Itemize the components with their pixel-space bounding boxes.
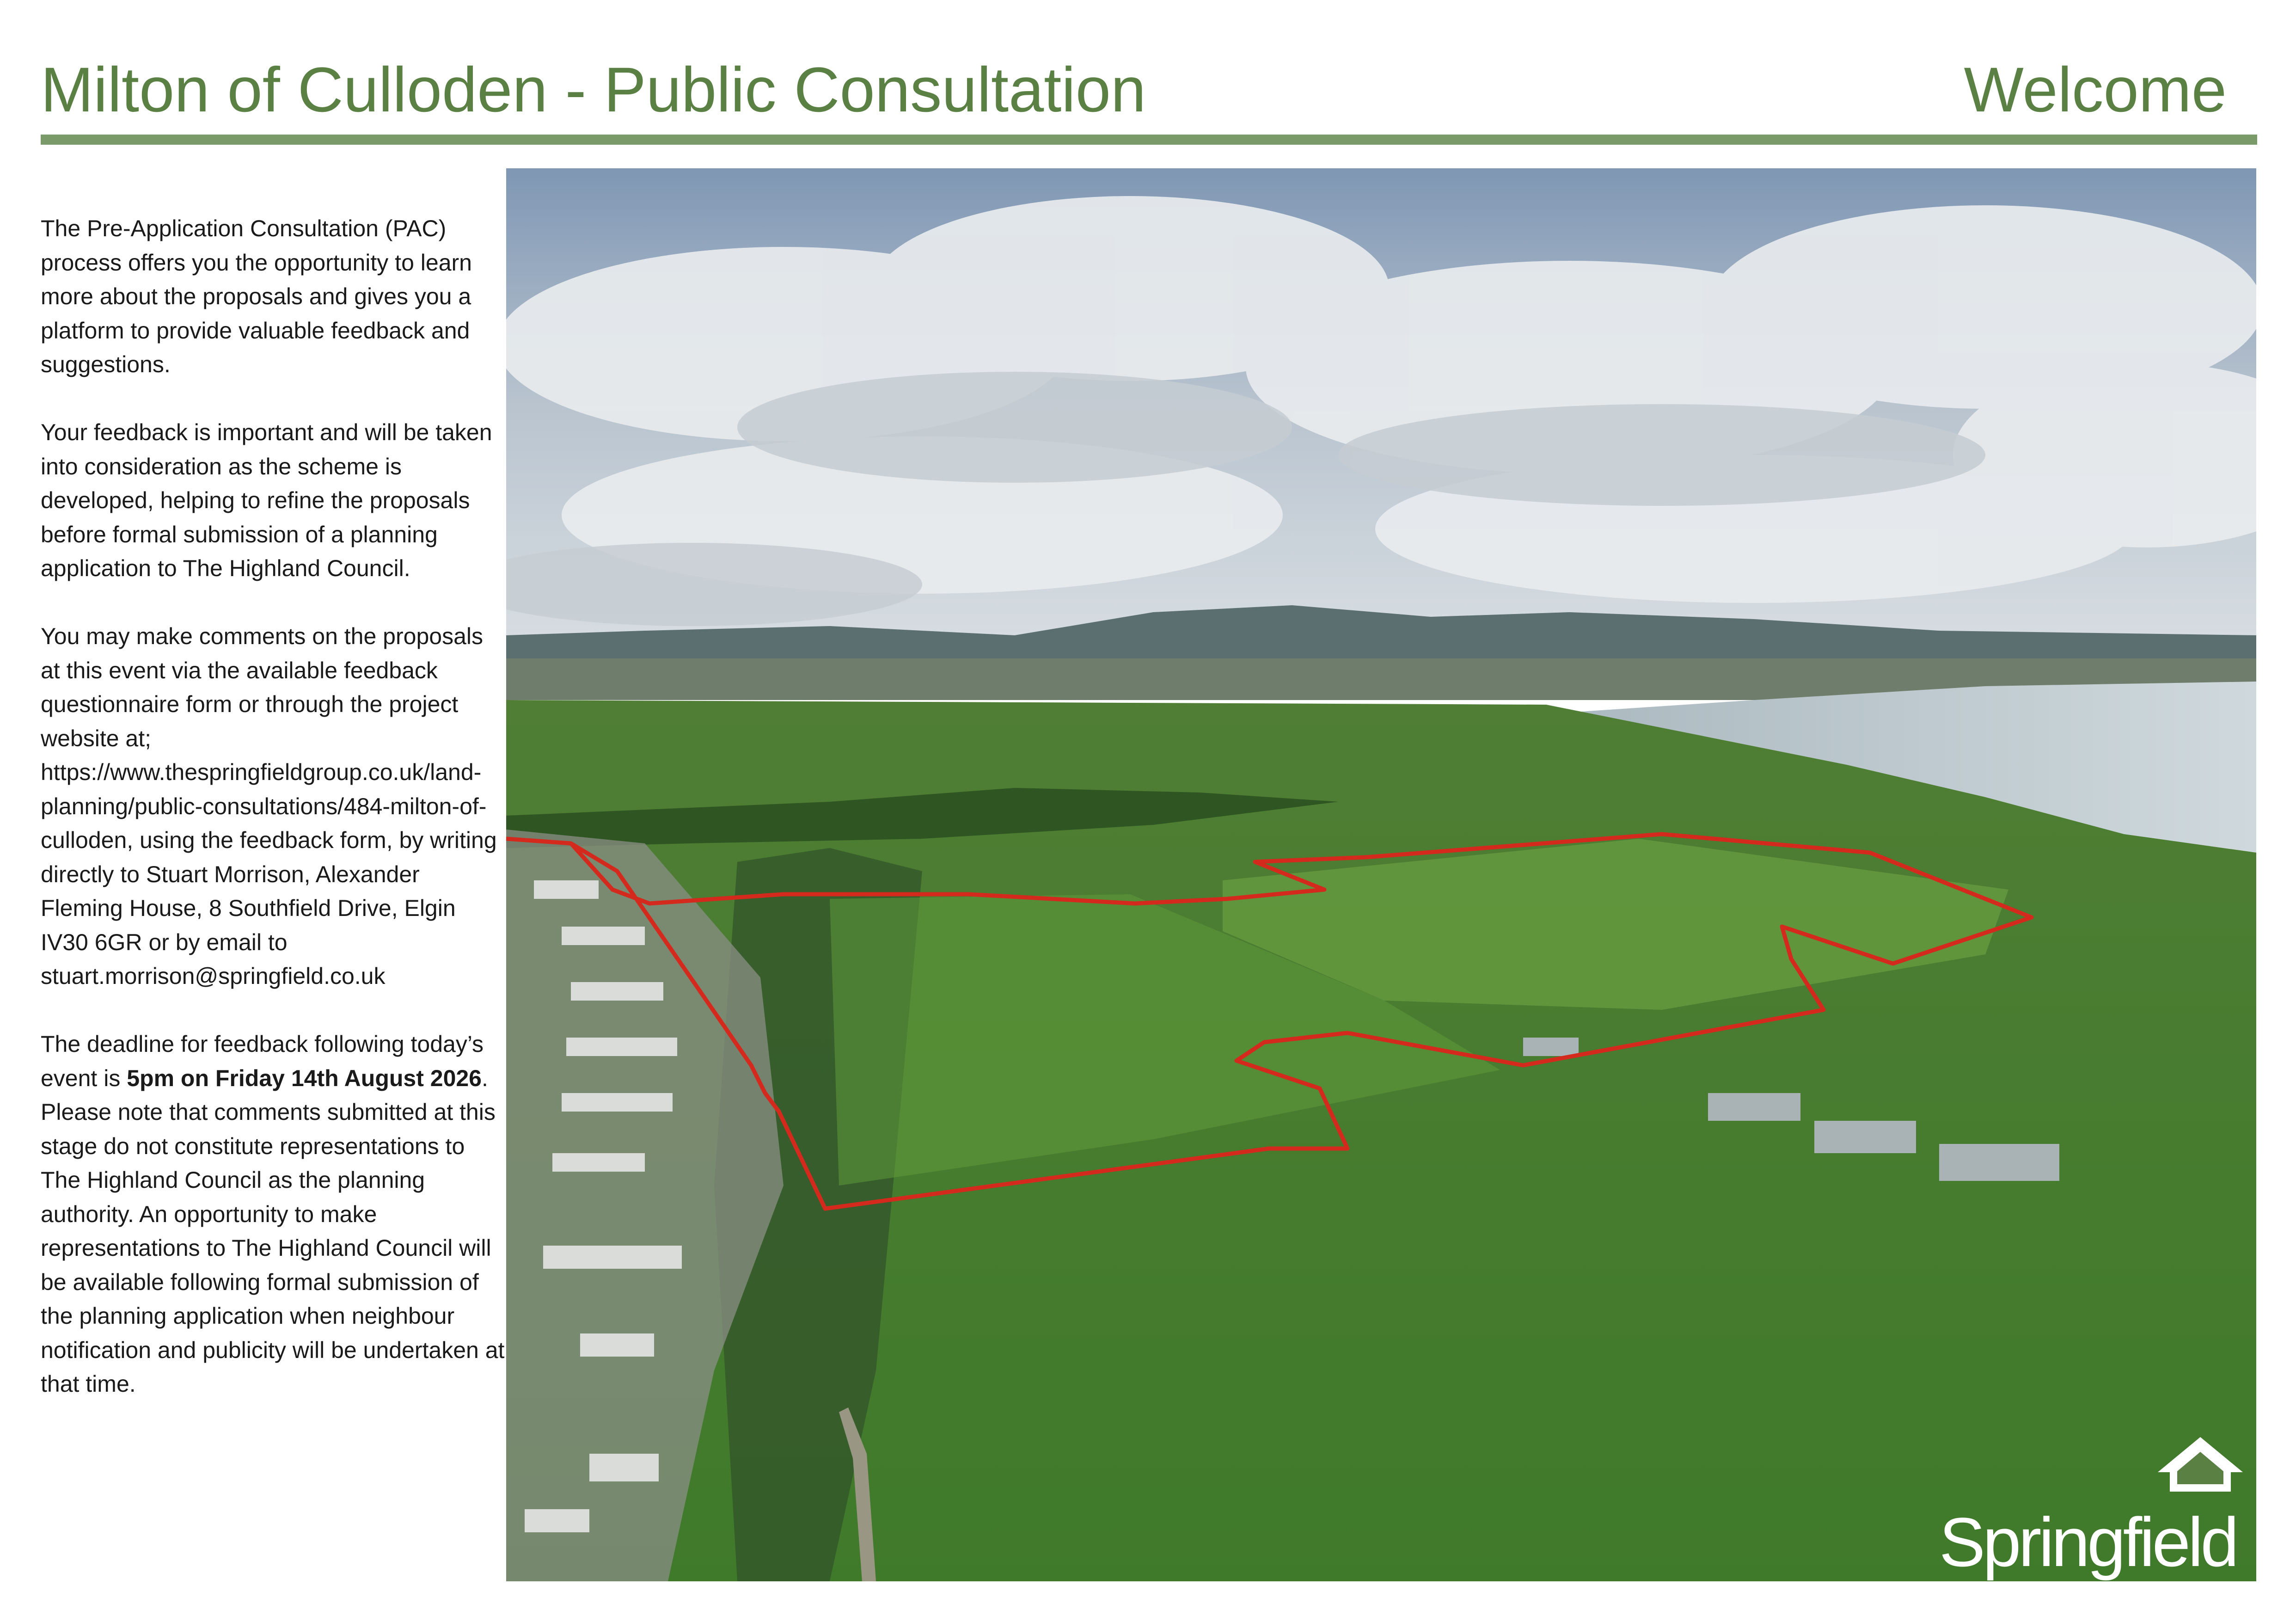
intro-text — [41, 212, 508, 1435]
intro-paragraph-3: You may make comments on the proposals at this event via the available feedback questionnaire form or through the project website at; https://www.thespringfieldgroup.co.uk/land-planning/public-consultations/484-milton-of-culloden, using the feedback form, by writing directly to Stuart Morrison, Alexander Fleming House, 8 Southfield Drive, Elgin IV30 6GR or by email to stuart.morrison@springfield.co.uk — [41, 623, 497, 989]
section-title: Welcome — [1964, 55, 2227, 125]
header-divider — [41, 135, 2257, 145]
intro-paragraph-2: Your feedback is important and will be taken into consideration as the scheme is developed, helping to refine the proposals before formal submission of a planning application to The Highland Council. — [41, 419, 492, 581]
intro-paragraph-1: The Pre-Application Consultation (PAC) process offers you the opportunity to learn more about the proposals and gives you a platform to provide valuable feedback and suggestions. — [41, 215, 472, 377]
springfield-wordmark: Springfield — [1939, 1503, 2236, 1581]
intro-paragraph-4 — [41, 1027, 508, 1401]
deadline-date: 5pm on Friday 14th August 2026 — [127, 1065, 482, 1091]
page-title: Milton of Culloden - Public Consultation — [41, 55, 1146, 125]
deadline-note: . Please note that comments submitted at this stage do not constitute representations to The Highland Council as the planning authority. An opportunity to make representations to The Highland Council will be available following formal submission of the planning application when neighbour notification and publicity will be undertaken at that time. — [41, 1065, 505, 1397]
springfield-logo — [1939, 1433, 2236, 1581]
aerial-site-photo — [506, 168, 2256, 1581]
house-roof-icon — [2154, 1433, 2247, 1493]
deadline-intro: The deadline for feedback following today’s event is — [41, 1031, 484, 1091]
